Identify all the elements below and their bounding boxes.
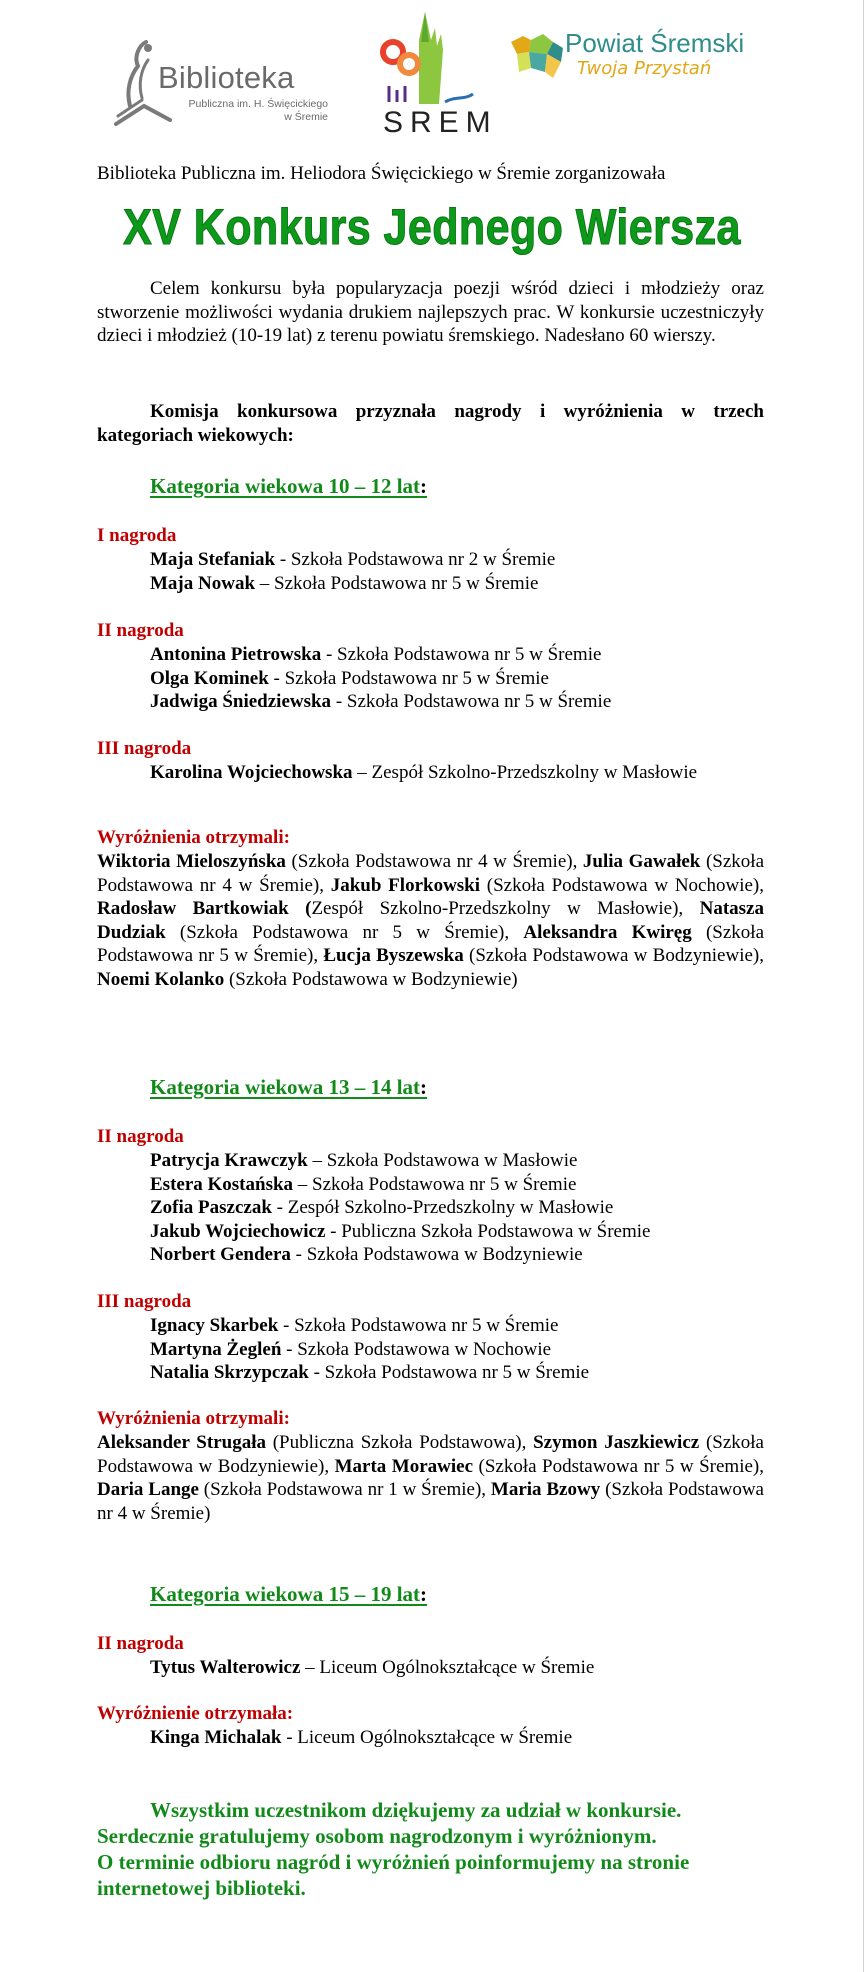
closing-thanks: Wszystkim uczestnikom dziękujemy za udział w konkursie. xyxy=(150,1798,682,1822)
srem-emblem-icon xyxy=(375,6,475,106)
committee-text: Komisja konkursowa przyznała nagrody i wyróżnienia w trzech kategoriach wiekowych: xyxy=(97,401,764,446)
distinctions-paragraph xyxy=(97,1431,764,1525)
distinctions-label: Wyróżnienia otrzymali: xyxy=(97,1408,290,1429)
winner-school: - Szkoła Podstawowa nr 2 w Śremie xyxy=(275,549,556,570)
distinction-school: (Szkoła Podstawowa nr 5 w Śremie), xyxy=(473,1455,764,1477)
winner-school: - Szkoła Podstawowa nr 5 w Śremie xyxy=(321,644,602,665)
distinction-school: (Szkoła Podstawowa w Bodzyniewie), xyxy=(463,945,764,967)
distinction-entries xyxy=(150,1726,770,1750)
winner-name: Norbert Gendera xyxy=(150,1244,291,1266)
prize-entries-third xyxy=(150,1314,770,1385)
winner-school: - Zespół Szkolno-Przedszkolny w Masłowie xyxy=(271,1197,614,1219)
winner-name: Tytus Walterowicz xyxy=(150,1657,301,1678)
winner-school: – Zespół Szkolno-Przedszkolny w Masłowie xyxy=(352,762,698,783)
distinction-school: (Szkoła Podstawowa nr 1 w Śremie), xyxy=(198,1479,491,1501)
winner-name: Maja Nowak xyxy=(150,572,256,594)
county-logo-title: Powiat Śremski xyxy=(565,28,745,58)
winner-name: Estera Kostańska xyxy=(150,1173,294,1195)
distinction-school: (Szkoła Podstawowa nr 5 w Śremie), xyxy=(97,921,765,967)
list-item xyxy=(150,548,770,572)
winner-name: Jakub Wojciechowicz xyxy=(150,1220,326,1242)
prize-entries-second xyxy=(150,643,770,714)
distinction-name: Noemi Kolanko xyxy=(97,968,225,990)
list-item xyxy=(150,1149,770,1173)
winner-name: Karolina Wojciechowska xyxy=(150,762,353,783)
distinction-name: Maria Bzowy xyxy=(490,1479,601,1501)
library-logo-subtitle: Publiczna im. H. Święcickiego w Śremie xyxy=(188,98,328,123)
distinction-name: Julia Gawałek xyxy=(582,851,701,872)
list-item xyxy=(150,1220,770,1244)
distinction-name: Marta Morawiec xyxy=(334,1455,473,1477)
distinction-school: (Szkoła Podstawowa nr 4 w Śremie), xyxy=(285,851,583,872)
winner-school: - Publiczna Szkoła Podstawowa w Śremie xyxy=(325,1220,651,1242)
library-logo-title: Biblioteka xyxy=(158,60,295,95)
category-heading-13-14 xyxy=(150,1075,427,1100)
list-item xyxy=(150,1243,770,1267)
winner-name: Kinga Michalak xyxy=(150,1727,282,1748)
winner-school: – Szkoła Podstawowa nr 5 w Śremie xyxy=(293,1173,577,1195)
winner-school: - Szkoła Podstawowa nr 5 w Śremie xyxy=(331,691,612,713)
description-paragraph xyxy=(97,277,764,348)
list-item xyxy=(150,690,770,714)
list-item xyxy=(150,1656,770,1680)
winner-school: - Liceum Ogólnokształcące w Śremie xyxy=(281,1727,573,1748)
category-title: Kategoria wiekowa 10 – 12 lat xyxy=(150,474,421,498)
winner-name: Natalia Skrzypczak xyxy=(150,1362,309,1384)
county-map-icon xyxy=(507,28,567,84)
category-heading-10-12 xyxy=(150,474,427,499)
list-item xyxy=(150,1338,770,1362)
page-title: XV Konkurs Jednego Wiersza xyxy=(123,199,741,255)
prize-label-second: II nagroda xyxy=(97,1126,184,1147)
county-logo xyxy=(507,28,747,88)
category-colon: : xyxy=(420,474,428,498)
winner-name: Martyna Żegleń xyxy=(150,1338,282,1360)
category-title: Kategoria wiekowa 13 – 14 lat xyxy=(150,1075,421,1099)
winner-school: – Liceum Ogólnokształcące w Śremie xyxy=(300,1657,595,1678)
distinction-name: Aleksander Strugała xyxy=(97,1432,266,1453)
winner-school: - Szkoła Podstawowa w Nochowie xyxy=(281,1338,552,1360)
distinction-school: Zespół Szkolno-Przedszkolny w Masłowie), xyxy=(311,898,700,920)
prize-entries-third xyxy=(150,761,770,785)
winner-name: Ignacy Skarbek xyxy=(150,1315,279,1336)
winner-name: Maja Stefaniak xyxy=(150,549,276,570)
closing-congrats: Serdecznie gratulujemy osobom nagrodzonym i wyróżnionym. xyxy=(97,1824,657,1848)
description-text: Celem konkursu była popularyzacja poezji wśród dzieci i młodzieży oraz stworzenie możliwości wydania drukiem najlepszych prac. W konkursie uczestniczyły dzieci i młodzież (10-19 lat) z terenu powiatu śremskiego. Nadesłano 60 wierszy. xyxy=(97,278,764,347)
winner-school: - Szkoła Podstawowa w Bodzyniewie xyxy=(290,1244,583,1266)
winner-school: - Szkoła Podstawowa nr 5 w Śremie xyxy=(308,1362,590,1384)
winner-name: Jadwiga Śniedziewska xyxy=(150,691,332,713)
prize-entries-first xyxy=(150,548,770,595)
list-item xyxy=(150,1361,770,1385)
distinction-school: (Szkoła Podstawowa w Bodzyniewie), xyxy=(97,1432,764,1477)
winner-name: Olga Kominek xyxy=(150,667,269,689)
list-item xyxy=(150,572,770,596)
distinction-school: (Szkoła Podstawowa nr 5 w Śremie), xyxy=(165,921,524,943)
distinction-name: Łucja Byszewska xyxy=(323,945,464,967)
closing-paragraph xyxy=(97,1797,777,1901)
srem-logo-text: SREM xyxy=(383,106,498,139)
distinction-name: Aleksandra Kwiręg xyxy=(523,921,692,943)
county-logo-slogan: Twoja Przystań xyxy=(577,58,712,79)
distinction-school: (Szkoła Podstawowa w Nochowie), xyxy=(480,874,764,896)
committee-paragraph xyxy=(97,400,764,447)
prize-label-third: III nagroda xyxy=(97,1291,192,1312)
category-title: Kategoria wiekowa 15 – 19 lat xyxy=(150,1582,421,1606)
closing-line xyxy=(97,1797,777,1823)
intro-line: Biblioteka Publiczna im. Heliodora Święcickiego w Śremie zorganizowała xyxy=(97,163,666,184)
distinctions-label: Wyróżnienia otrzymali: xyxy=(97,827,290,848)
distinctions-paragraph xyxy=(97,850,764,992)
list-item xyxy=(150,1173,770,1197)
distinction-name: Daria Lange xyxy=(97,1479,199,1501)
distinction-name: Natasza Dudziak xyxy=(97,898,764,943)
winner-name: Antonina Pietrowska xyxy=(150,644,322,665)
distinction-school: (Publiczna Szkoła Podstawowa), xyxy=(265,1432,534,1453)
winner-school: – Szkoła Podstawowa w Masłowie xyxy=(307,1150,578,1171)
distinction-name: Jakub Florkowski xyxy=(330,874,481,896)
list-item xyxy=(150,1314,770,1338)
distinction-name: Szymon Jaszkiewicz xyxy=(533,1432,700,1453)
distinction-school: (Szkoła Podstawowa w Bodzyniewie) xyxy=(224,968,518,990)
winner-name: Zofia Paszczak xyxy=(150,1197,272,1219)
distinction-name: Radosław Bartkowiak ( xyxy=(97,898,312,920)
library-logo xyxy=(108,36,328,132)
prize-label-first: I nagroda xyxy=(97,525,177,546)
list-item xyxy=(150,667,770,691)
list-item xyxy=(150,643,770,667)
prize-label-second: II nagroda xyxy=(97,1633,184,1654)
prize-entries-second xyxy=(150,1149,770,1267)
list-item xyxy=(150,1196,770,1220)
winner-school: - Szkoła Podstawowa nr 5 w Śremie xyxy=(278,1315,559,1336)
category-heading-15-19 xyxy=(150,1582,427,1607)
distinction-label: Wyróżnienie otrzymała: xyxy=(97,1703,294,1724)
logo-header xyxy=(0,0,864,150)
srem-city-logo xyxy=(375,6,498,140)
winner-school: - Szkoła Podstawowa nr 5 w Śremie xyxy=(268,667,549,689)
prize-label-second: II nagroda xyxy=(97,620,184,641)
prize-label-third: III nagroda xyxy=(97,738,192,759)
list-item xyxy=(150,761,770,785)
category-colon: : xyxy=(420,1075,428,1099)
winner-school: – Szkoła Podstawowa nr 5 w Śremie xyxy=(255,572,539,594)
distinction-name: Wiktoria Mieloszyńska xyxy=(97,851,286,872)
distinction-school: (Szkoła Podstawowa nr 4 w Śremie) xyxy=(97,1479,764,1524)
category-colon: : xyxy=(420,1582,428,1606)
list-item xyxy=(150,1726,770,1750)
distinction-school: (Szkoła Podstawowa nr 4 w Śremie), xyxy=(97,851,764,896)
winner-name: Patrycja Krawczyk xyxy=(150,1150,308,1171)
prize-entries-second xyxy=(150,1656,770,1680)
closing-info: O terminie odbioru nagród i wyróżnień poinformujemy na stronie internetowej biblioteki. xyxy=(97,1850,690,1900)
